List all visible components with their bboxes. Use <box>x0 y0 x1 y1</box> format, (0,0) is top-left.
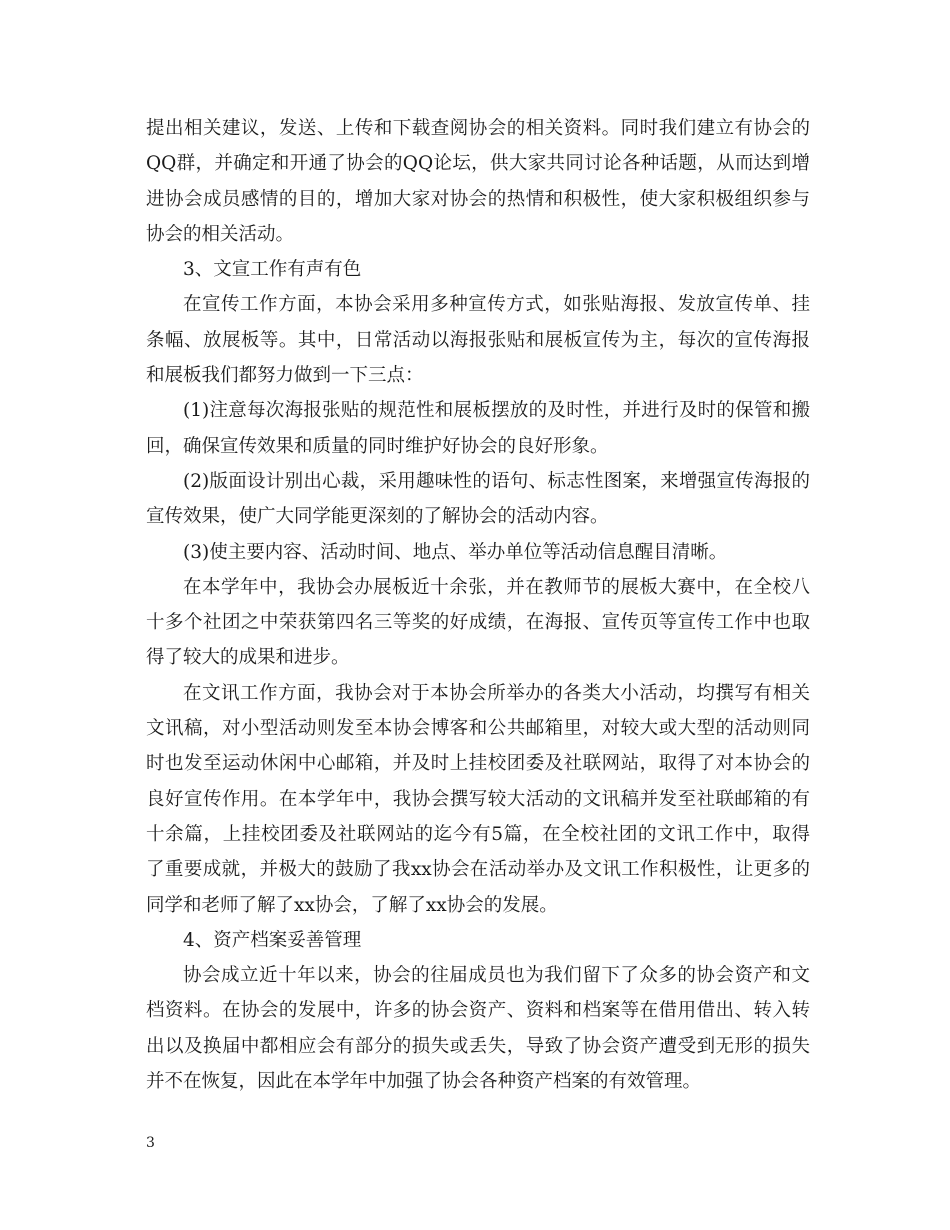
text-line: 提出相关建议，发送、上传和下载查阅协会的相关资料。同时我们建立有协会的 <box>146 118 810 139</box>
text-line: (2)版面设计别出心裁，采用趣味性的语句、标志性图案，来增强宣传海报的 <box>183 470 810 492</box>
text-line: 并不在恢复，因此在本学年中加强了协会各种资产档案的有效管理。 <box>146 1071 702 1093</box>
text-line: 进协会成员感情的目的，增加大家对协会的热情和积极性，使大家积极组织参与 <box>146 188 810 210</box>
text-line: 十多个社团之中荣获第四名三等奖的好成绩，在海报、宣传页等宣传工作中也取 <box>146 612 810 634</box>
text-line: 宣传效果，使广大同学能更深刻的了解协会的活动内容。 <box>146 506 609 528</box>
text-line: 和展板我们都努力做到一下三点： <box>146 365 424 387</box>
text-line: 得了较大的成果和进步。 <box>146 647 350 669</box>
text-line: 在文讯工作方面，我协会对于本协会所举办的各类大小活动，均撰写有相关 <box>183 682 810 704</box>
text-line: 回，确保宣传效果和质量的同时维护好协会的良好形象。 <box>146 435 609 457</box>
text-line: (3)使主要内容、活动时间、地点、举办单位等活动信息醒目清晰。 <box>183 541 728 563</box>
text-line: 在宣传工作方面，本协会采用多种宣传方式，如张贴海报、发放宣传单、挂 <box>183 294 810 316</box>
section-heading: 3、文宣工作有声有色 <box>183 259 362 281</box>
text-line: 在本学年中，我协会办展板近十余张，并在教师节的展板大赛中，在全校八 <box>183 576 810 598</box>
text-line: 协会的相关活动。 <box>146 223 295 245</box>
text-line: 出以及换届中都相应会有部分的损失或丢失，导致了协会资产遭受到无形的损失 <box>146 1035 810 1057</box>
text-line: 档资料。在协会的发展中，许多的协会资产、资料和档案等在借用借出、转入转 <box>146 1000 810 1022</box>
text-line: (1)注意每次海报张贴的规范性和展板摆放的及时性，并进行及时的保管和搬 <box>183 400 810 422</box>
text-line: 良好宣传作用。在本学年中，我协会撰写较大活动的文讯稿并发至社联邮箱的有 <box>146 788 810 810</box>
page-number: 3 <box>146 1135 155 1151</box>
text-line: 协会成立近十年以来，协会的往届成员也为我们留下了众多的协会资产和文 <box>183 965 810 987</box>
text-line: 条幅、放展板等。其中，日常活动以海报张贴和展板宣传为主，每次的宣传海报 <box>146 329 810 351</box>
text-line: 文讯稿，对小型活动则发至本协会博客和公共邮箱里，对较大或大型的活动则同 <box>146 718 810 740</box>
text-line: 十余篇，上挂校团委及社联网站的迄今有5篇，在全校社团的文讯工作中，取得 <box>146 823 810 845</box>
text-line: 时也发至运动休闲中心邮箱，并及时上挂校团委及社联网站，取得了对本协会的 <box>146 753 810 775</box>
text-line: 了重要成就，并极大的鼓励了我xx协会在活动举办及文讯工作积极性，让更多的 <box>146 859 810 881</box>
text-line: 同学和老师了解了xx协会，了解了xx协会的发展。 <box>146 894 558 916</box>
text-line: QQ群，并确定和开通了协会的QQ论坛，供大家共同讨论各种话题，从而达到增 <box>146 153 810 175</box>
section-heading: 4、资产档案妥善管理 <box>183 929 362 951</box>
body-text <box>146 111 810 1099</box>
